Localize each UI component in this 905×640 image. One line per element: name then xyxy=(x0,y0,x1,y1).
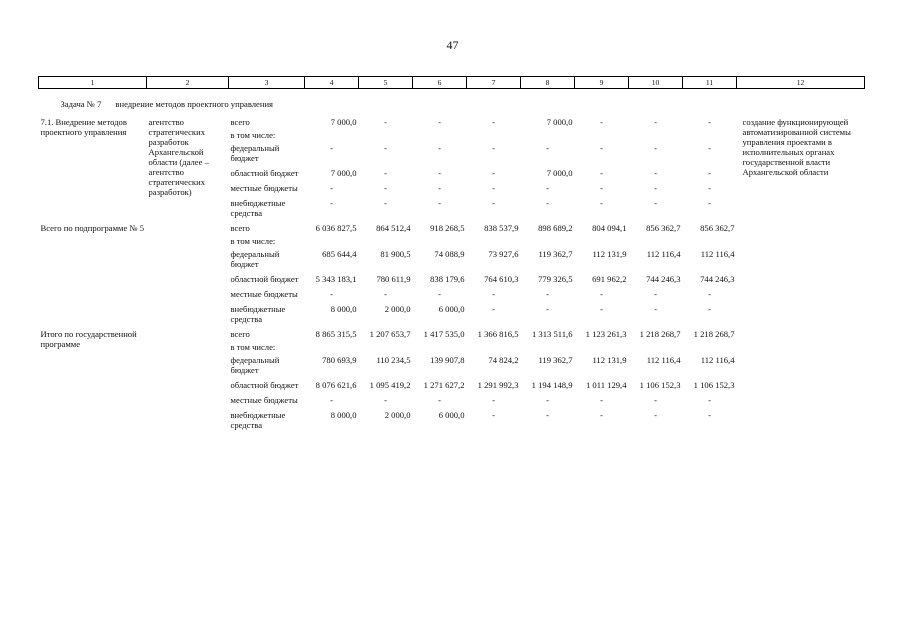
amount-cell: - xyxy=(438,198,441,208)
column-number: 3 xyxy=(229,77,305,89)
amount-cell: 112 131,9 xyxy=(592,249,627,259)
amount-cell: 1 417 535,0 xyxy=(423,329,465,339)
funding-source: областной бюджет xyxy=(230,380,299,390)
amount-cell: - xyxy=(708,168,711,178)
funding-source: федеральный бюджет xyxy=(230,143,280,163)
column-number: 8 xyxy=(521,77,575,89)
amount-cell: 685 644,4 xyxy=(322,249,357,259)
funding-source: внебюджетные средства xyxy=(230,410,286,430)
amount-cell: 119 362,7 xyxy=(538,249,573,259)
column-number: 11 xyxy=(683,77,737,89)
amount-cell: - xyxy=(492,198,495,208)
amount-cell: - xyxy=(330,198,333,208)
amount-cell: - xyxy=(330,143,333,153)
amount-cell: 744 246,3 xyxy=(646,274,681,284)
amount-cell: - xyxy=(330,183,333,193)
amount-cell: 918 268,5 xyxy=(430,223,465,233)
column-number-row xyxy=(39,77,865,89)
result-cell xyxy=(737,221,865,327)
funding-source: федеральный бюджет xyxy=(230,355,280,375)
amount-cell: - xyxy=(384,395,387,405)
amount-cell: - xyxy=(654,143,657,153)
amount-cell: - xyxy=(708,183,711,193)
amount-cell: - xyxy=(600,143,603,153)
amount-cell: - xyxy=(384,289,387,299)
amount-cell: - xyxy=(708,395,711,405)
block-title: 7.1. Внедрение методов проектного управления xyxy=(40,117,127,137)
amount-cell xyxy=(359,340,413,353)
amount-cell: - xyxy=(600,183,603,193)
amount-cell xyxy=(413,128,467,141)
funding-source: внебюджетные средства xyxy=(230,198,286,218)
block-title: Всего по подпрограмме № 5 xyxy=(40,223,145,233)
amount-cell: 8 865 315,5 xyxy=(315,329,357,339)
amount-cell: - xyxy=(654,117,657,127)
amount-cell xyxy=(305,234,359,247)
amount-cell: 74 824,2 xyxy=(488,355,519,365)
amount-cell: 8 076 621,6 xyxy=(315,380,357,390)
amount-cell: - xyxy=(600,117,603,127)
amount-cell: - xyxy=(330,289,333,299)
column-number: 10 xyxy=(629,77,683,89)
amount-cell: 6 036 827,5 xyxy=(315,223,357,233)
amount-cell xyxy=(359,234,413,247)
amount-cell: - xyxy=(438,143,441,153)
column-number: 12 xyxy=(737,77,865,89)
funding-source: внебюджетные средства xyxy=(230,304,286,324)
amount-cell xyxy=(305,340,359,353)
amount-cell: 1 106 152,3 xyxy=(693,380,735,390)
amount-cell: - xyxy=(492,304,495,314)
amount-cell: 119 362,7 xyxy=(538,355,573,365)
column-number: 1 xyxy=(39,77,147,89)
amount-cell: 856 362,7 xyxy=(700,223,735,233)
budget-table xyxy=(38,76,865,433)
amount-cell: 7 000,0 xyxy=(546,168,573,178)
amount-cell: - xyxy=(708,304,711,314)
amount-cell: 1 366 816,5 xyxy=(477,329,519,339)
funding-source: местные бюджеты xyxy=(230,183,298,193)
amount-cell xyxy=(521,234,575,247)
column-number: 9 xyxy=(575,77,629,89)
amount-cell: 1 194 148,9 xyxy=(531,380,573,390)
amount-cell: 81 900,5 xyxy=(380,249,411,259)
amount-cell: 74 088,9 xyxy=(434,249,465,259)
amount-cell xyxy=(413,340,467,353)
amount-cell xyxy=(575,340,629,353)
amount-cell: - xyxy=(492,117,495,127)
amount-cell: 112 116,4 xyxy=(646,249,681,259)
result-cell xyxy=(737,327,865,433)
amount-cell: - xyxy=(600,304,603,314)
amount-cell: 112 116,4 xyxy=(700,355,735,365)
amount-cell: 1 218 268,7 xyxy=(639,329,681,339)
amount-cell: 898 689,2 xyxy=(538,223,573,233)
amount-cell: 5 343 183,1 xyxy=(315,274,357,284)
result-cell: создание функционирующей автоматизированной системы управления проектами в исполнительных органах государственной власти Архангельской области xyxy=(742,117,851,177)
amount-cell: 1 291 992,3 xyxy=(477,380,519,390)
funding-source: федеральный бюджет xyxy=(230,249,280,269)
amount-cell: 856 362,7 xyxy=(646,223,681,233)
amount-cell: 780 693,9 xyxy=(322,355,357,365)
amount-cell xyxy=(575,234,629,247)
amount-cell xyxy=(467,340,521,353)
page-number: 47 xyxy=(446,38,459,52)
amount-cell: 838 537,9 xyxy=(484,223,519,233)
amount-cell: 6 000,0 xyxy=(438,304,465,314)
amount-cell: - xyxy=(438,395,441,405)
amount-cell: - xyxy=(546,289,549,299)
column-number: 4 xyxy=(305,77,359,89)
amount-cell: 112 131,9 xyxy=(592,355,627,365)
task-text: внедрение методов проектного управления xyxy=(115,99,274,109)
amount-cell: 1 123 261,3 xyxy=(585,329,627,339)
column-number: 7 xyxy=(467,77,521,89)
funding-source: всего xyxy=(230,223,250,233)
executor-cell xyxy=(147,221,229,327)
amount-cell: - xyxy=(438,117,441,127)
amount-cell: 1 207 653,7 xyxy=(369,329,411,339)
amount-cell: - xyxy=(438,289,441,299)
amount-cell: 1 011 129,4 xyxy=(585,380,627,390)
amount-cell: - xyxy=(330,395,333,405)
column-number: 2 xyxy=(147,77,229,89)
amount-cell: - xyxy=(384,183,387,193)
task-row xyxy=(39,89,865,116)
amount-cell xyxy=(683,340,737,353)
amount-cell: - xyxy=(600,168,603,178)
amount-cell: 764 610,3 xyxy=(484,274,519,284)
amount-cell: - xyxy=(654,183,657,193)
funding-source: областной бюджет xyxy=(230,274,299,284)
amount-cell: 1 106 152,3 xyxy=(639,380,681,390)
amount-cell xyxy=(305,128,359,141)
amount-cell: 139 907,8 xyxy=(430,355,465,365)
amount-cell: 691 962,2 xyxy=(592,274,627,284)
amount-cell: 7 000,0 xyxy=(330,168,357,178)
amount-cell xyxy=(521,128,575,141)
table-row xyxy=(39,327,865,340)
amount-cell: - xyxy=(492,143,495,153)
amount-cell: - xyxy=(654,395,657,405)
amount-cell: - xyxy=(384,117,387,127)
amount-cell: - xyxy=(546,143,549,153)
amount-cell xyxy=(467,128,521,141)
amount-cell: 1 271 627,2 xyxy=(423,380,465,390)
amount-cell: - xyxy=(546,198,549,208)
funding-source: в том числе: xyxy=(230,342,276,352)
amount-cell: - xyxy=(384,143,387,153)
amount-cell: - xyxy=(384,168,387,178)
amount-cell: - xyxy=(492,289,495,299)
amount-cell: 7 000,0 xyxy=(546,117,573,127)
amount-cell: 7 000,0 xyxy=(330,117,357,127)
amount-cell: - xyxy=(708,143,711,153)
funding-source: в том числе: xyxy=(230,236,276,246)
amount-cell: - xyxy=(654,168,657,178)
amount-cell: - xyxy=(492,410,495,420)
amount-cell: - xyxy=(600,198,603,208)
amount-cell: 744 246,3 xyxy=(700,274,735,284)
amount-cell: - xyxy=(546,410,549,420)
amount-cell: 780 611,9 xyxy=(376,274,411,284)
amount-cell: - xyxy=(546,304,549,314)
column-number: 5 xyxy=(359,77,413,89)
amount-cell: 2 000,0 xyxy=(384,410,411,420)
amount-cell: - xyxy=(600,410,603,420)
amount-cell: 112 116,4 xyxy=(700,249,735,259)
task-label: Задача № 7 xyxy=(60,99,102,109)
amount-cell xyxy=(521,340,575,353)
amount-cell: - xyxy=(600,289,603,299)
task-heading xyxy=(39,89,865,116)
table-row xyxy=(39,221,865,234)
column-number: 6 xyxy=(413,77,467,89)
amount-cell: 6 000,0 xyxy=(438,410,465,420)
amount-cell: - xyxy=(600,395,603,405)
amount-cell: 8 000,0 xyxy=(330,410,357,420)
amount-cell: 8 000,0 xyxy=(330,304,357,314)
amount-cell: 779 326,5 xyxy=(538,274,573,284)
amount-cell xyxy=(467,234,521,247)
amount-cell: - xyxy=(708,198,711,208)
amount-cell: - xyxy=(654,304,657,314)
amount-cell: - xyxy=(708,117,711,127)
amount-cell: - xyxy=(492,395,495,405)
funding-source: местные бюджеты xyxy=(230,395,298,405)
amount-cell xyxy=(629,340,683,353)
amount-cell: 838 179,6 xyxy=(430,274,465,284)
amount-cell: 110 234,5 xyxy=(376,355,411,365)
amount-cell: 1 095 419,2 xyxy=(369,380,411,390)
amount-cell: - xyxy=(654,198,657,208)
amount-cell: - xyxy=(492,168,495,178)
amount-cell xyxy=(629,128,683,141)
funding-source: всего xyxy=(230,117,250,127)
amount-cell: - xyxy=(654,410,657,420)
amount-cell: 804 094,1 xyxy=(592,223,627,233)
amount-cell xyxy=(683,234,737,247)
funding-source: всего xyxy=(230,329,250,339)
amount-cell: - xyxy=(438,168,441,178)
amount-cell xyxy=(575,128,629,141)
amount-cell: 112 116,4 xyxy=(646,355,681,365)
funding-source: в том числе: xyxy=(230,130,276,140)
amount-cell: - xyxy=(384,198,387,208)
amount-cell: 2 000,0 xyxy=(384,304,411,314)
amount-cell xyxy=(629,234,683,247)
amount-cell: - xyxy=(492,183,495,193)
amount-cell xyxy=(359,128,413,141)
amount-cell xyxy=(413,234,467,247)
amount-cell: 1 313 511,6 xyxy=(531,329,573,339)
amount-cell: 1 218 268,7 xyxy=(693,329,735,339)
funding-source: областной бюджет xyxy=(230,168,299,178)
executor-cell xyxy=(147,327,229,433)
executor-cell: агентство стратегических разработок Архангельской области (далее – агентство стратегических разработок) xyxy=(148,117,209,197)
amount-cell: - xyxy=(438,183,441,193)
amount-cell: - xyxy=(546,183,549,193)
block-title: Итого по государственной программе xyxy=(40,329,137,349)
amount-cell xyxy=(683,128,737,141)
amount-cell: - xyxy=(708,410,711,420)
table-row xyxy=(39,115,865,128)
amount-cell: - xyxy=(708,289,711,299)
amount-cell: - xyxy=(546,395,549,405)
amount-cell: - xyxy=(654,289,657,299)
amount-cell: 864 512,4 xyxy=(376,223,411,233)
amount-cell: 73 927,6 xyxy=(488,249,519,259)
funding-source: местные бюджеты xyxy=(230,289,298,299)
